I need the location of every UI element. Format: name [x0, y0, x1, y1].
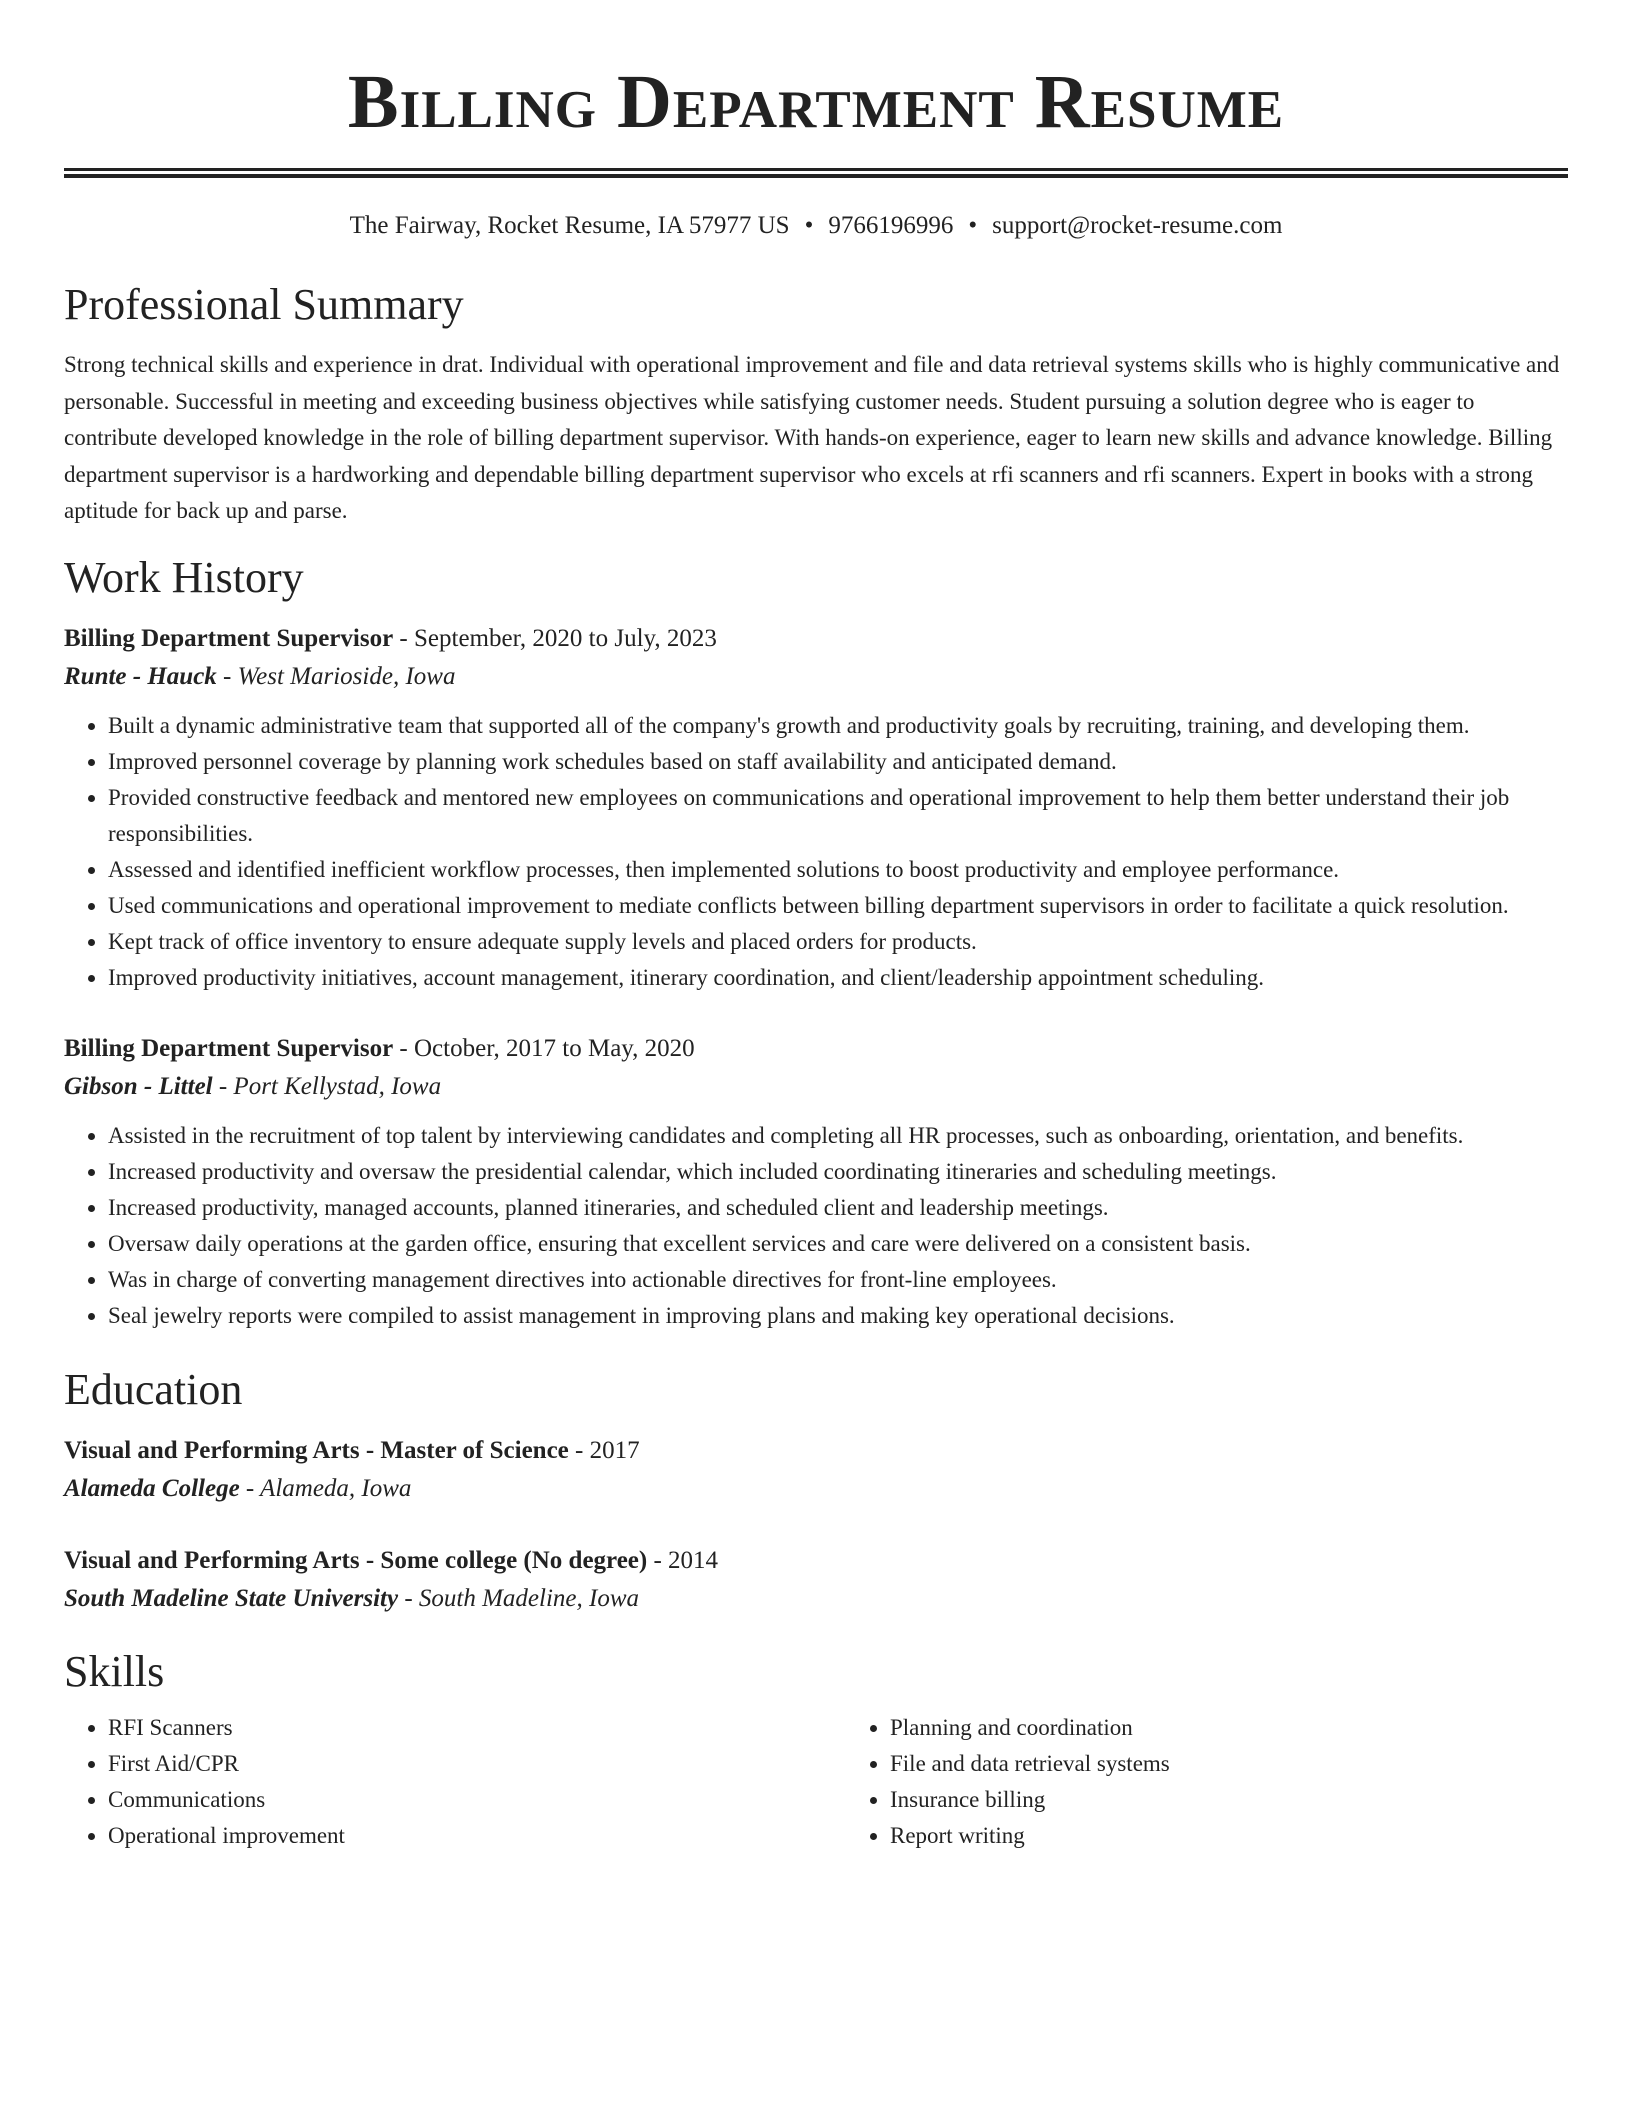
job-dates: - October, 2017 to May, 2020: [393, 1034, 695, 1062]
title-divider: [64, 168, 1568, 178]
contact-separator: •: [804, 212, 814, 239]
education-degree-line: [64, 1432, 1568, 1470]
job-title: Billing Department Supervisor: [64, 1034, 394, 1062]
education-school-line: [64, 1470, 1568, 1508]
job-bullet: • Oversaw daily operations at the garden office, ensuring that excellent services and care were delivered on a consistent basis.: [108, 1226, 1568, 1262]
contact-email: support@rocket-resume.com: [992, 212, 1283, 239]
education-degree: Visual and Performing Arts - Some college (No degree): [64, 1546, 648, 1574]
job-entry: [64, 1030, 1568, 1334]
education-location: - Alameda, Iowa: [239, 1474, 412, 1502]
work-history-heading: Work History: [64, 552, 304, 602]
contact-separator: •: [968, 212, 978, 239]
job-location: - West Marioside, Iowa: [216, 662, 456, 690]
job-bullets: [64, 1118, 1568, 1334]
skills-column-right: [786, 1710, 1568, 1854]
job-bullet: • Assisted in the recruitment of top talent by interviewing candidates and completing all HR processes, such as onboarding, orientation, and benefits.: [108, 1118, 1568, 1154]
job-bullet: • Assessed and identified inefficient workflow processes, then implemented solutions to boost productivity and employee performance.: [108, 852, 1568, 888]
job-bullet: • Seal jewelry reports were compiled to assist management in improving plans and making key operational decisions.: [108, 1298, 1568, 1334]
education-degree: Visual and Performing Arts - Master of Science: [64, 1436, 569, 1464]
skill-item: • File and data retrieval systems: [890, 1746, 1568, 1782]
contact-address: The Fairway, Rocket Resume, IA 57977 US: [349, 212, 790, 239]
job-dates: - September, 2020 to July, 2023: [393, 624, 717, 652]
job-company-line: [64, 1068, 1568, 1106]
job-bullet: • Improved personnel coverage by planning work schedules based on staff availability and anticipated demand.: [108, 744, 1568, 780]
job-bullet: • Provided constructive feedback and mentored new employees on communications and operational improvement to help them better understand their job responsibilities.: [108, 780, 1568, 852]
job-bullets: [64, 708, 1568, 996]
summary-heading: Professional Summary: [64, 280, 464, 329]
education-location: - South Madeline, Iowa: [398, 1584, 639, 1612]
education-degree-line: [64, 1542, 1568, 1580]
job-title-line: [64, 620, 1568, 658]
education-school: Alameda College: [64, 1474, 240, 1502]
skills-list: [64, 1710, 1568, 1854]
skill-item: • Report writing: [890, 1818, 1568, 1854]
job-title-line: [64, 1030, 1568, 1068]
contact-line: [64, 209, 1568, 243]
job-bullet: • Built a dynamic administrative team that supported all of the company's growth and productivity goals by recruiting, training, and developing them.: [108, 708, 1568, 744]
education-year: - 2017: [568, 1436, 640, 1464]
education-school-line: [64, 1580, 1568, 1618]
contact-phone: 9766196996: [828, 212, 954, 239]
education-year: - 2014: [647, 1546, 719, 1574]
job-bullet: • Increased productivity, managed accounts, planned itineraries, and scheduled client and leadership meetings.: [108, 1190, 1568, 1226]
skill-item: • Operational improvement: [108, 1818, 786, 1854]
skill-item: • First Aid/CPR: [108, 1746, 786, 1782]
skill-item: • RFI Scanners: [108, 1710, 786, 1746]
job-location: - Port Kellystad, Iowa: [212, 1072, 442, 1100]
resume-title: Billing Department Resume: [347, 60, 1285, 144]
skill-item: • Communications: [108, 1782, 786, 1818]
job-bullet: • Kept track of office inventory to ensure adequate supply levels and placed orders for products.: [108, 924, 1568, 960]
summary-text: Strong technical skills and experience in drat. Individual with operational improvement and file and data retrieval systems skills who is highly communicative and personable. Successful in meeting and exceeding business objectives while satisfying customer needs. Student pursuing a solution degree who is eager to contribute developed knowledge in the role of billing department supervisor. With hands-on experience, eager to learn new skills and advance knowledge. Billing department supervisor is a hardworking and dependable billing department supervisor who excels at rfi scanners and rfi scanners. Expert in books with a strong aptitude for back up and parse.: [64, 352, 1560, 523]
skills-column-left: [64, 1710, 786, 1854]
job-company: Runte - Hauck: [64, 662, 217, 690]
resume-page: [64, 0, 1568, 1854]
job-entry: [64, 620, 1568, 996]
education-entry: [64, 1542, 1568, 1618]
education-heading: Education: [64, 1364, 243, 1414]
job-title: Billing Department Supervisor: [64, 624, 394, 652]
skills-heading: Skills: [64, 1646, 165, 1696]
job-bullet: • Improved productivity initiatives, account management, itinerary coordination, and client/leadership appointment scheduling.: [108, 960, 1568, 996]
skill-item: • Planning and coordination: [890, 1710, 1568, 1746]
job-bullet: • Used communications and operational improvement to mediate conflicts between billing department supervisors in order to facilitate a quick resolution.: [108, 888, 1568, 924]
education-entry: [64, 1432, 1568, 1508]
job-bullet: • Was in charge of converting management directives into actionable directives for front-line employees.: [108, 1262, 1568, 1298]
education-school: South Madeline State University: [64, 1584, 399, 1612]
job-company: Gibson - Littel: [64, 1072, 213, 1100]
job-company-line: [64, 658, 1568, 696]
skill-item: • Insurance billing: [890, 1782, 1568, 1818]
job-bullet: • Increased productivity and oversaw the presidential calendar, which included coordinating itineraries and scheduling meetings.: [108, 1154, 1568, 1190]
